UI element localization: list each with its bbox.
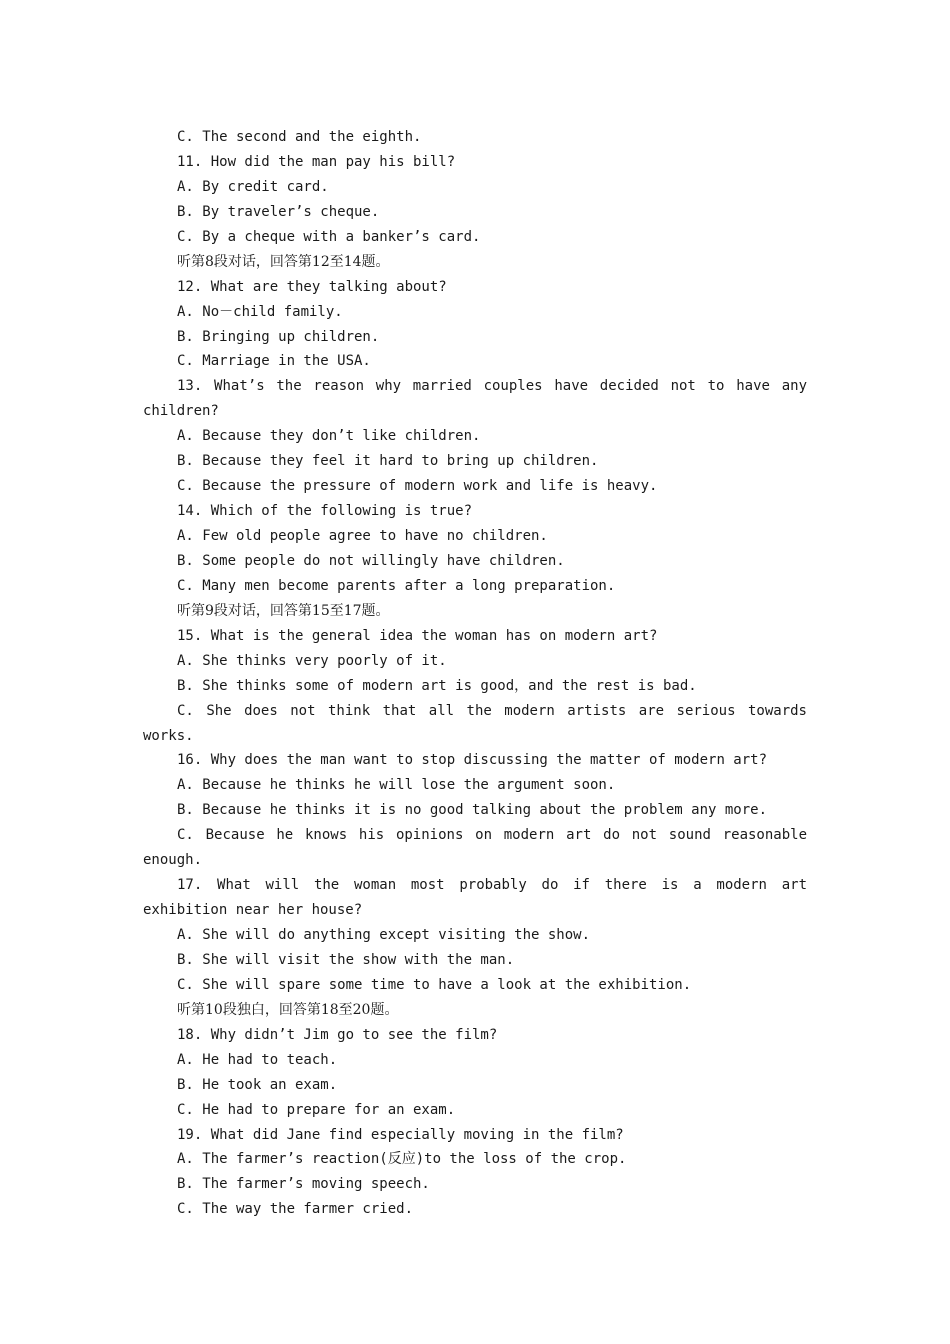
document-body (143, 125, 807, 1222)
text-line: B. Because he thinks it is no good talking about the problem any more. (177, 802, 768, 819)
text-line: enough. (143, 852, 203, 869)
text-line: A. Because he thinks he will lose the argument soon. (177, 777, 616, 794)
text-line: B. Bringing up children. (177, 328, 380, 345)
text-line: 13. What’s the reason why married couples have decided not to have any (177, 378, 807, 395)
section-instruction: 听第10段独白，回答第18至20题。 (177, 1001, 399, 1018)
text-line: A. The farmer’s reaction(反应)to the loss of the crop. (177, 1151, 627, 1168)
text-line: B. Because they feel it hard to bring up children. (177, 453, 599, 470)
text-line: A. Few old people agree to have no children. (177, 528, 548, 544)
text-line: children? (143, 403, 219, 420)
text-line: C. Because the pressure of modern work and life is heavy. (177, 478, 658, 495)
text-line: exhibition near her house? (143, 902, 363, 919)
text-line: C. Marriage in the USA. (177, 353, 371, 370)
text-line: B. By traveler’s cheque. (177, 203, 380, 220)
text-line: B. He took an exam. (177, 1076, 338, 1093)
text-line: B. She will visit the show with the man. (177, 951, 515, 968)
text-line: A. She thinks very poorly of it. (177, 652, 447, 669)
text-line: B. Some people do not willingly have children. (177, 552, 565, 569)
text-line: 19. What did Jane find especially moving in the film? (177, 1126, 624, 1143)
text-line: C. She will spare some time to have a look at the exhibition. (177, 976, 692, 993)
text-line: C. Because he knows his opinions on modern art do not sound reasonable (177, 827, 807, 844)
text-line: C. By a cheque with a banker’s card. (177, 228, 481, 245)
section-instruction: 听第9段对话，回答第15至17题。 (177, 602, 390, 619)
text-line: C. He had to prepare for an exam. (177, 1101, 456, 1118)
text-line: A. She will do anything except visiting the show. (177, 927, 591, 943)
text-line: B. She thinks some of modern art is good，and the rest is bad. (177, 677, 697, 694)
text-line: C. The way the farmer cried. (177, 1201, 414, 1218)
text-line: B. The farmer’s moving speech. (177, 1176, 430, 1193)
text-line: C. She does not think that all the modern artists are serious towards (177, 702, 807, 719)
text-line: A. Because they don’t like children. (177, 428, 481, 445)
text-line: A. No－child family. (177, 303, 343, 320)
text-line: A. By credit card. (177, 178, 329, 195)
text-line: A. He had to teach. (177, 1051, 338, 1068)
text-line: 16. Why does the man want to stop discussing the matter of modern art? (177, 752, 768, 769)
text-line: 14. Which of the following is true? (177, 503, 473, 520)
text-line: 12. What are they talking about? (177, 278, 447, 295)
text-line: 15. What is the general idea the woman has on modern art? (177, 627, 658, 644)
section-instruction: 听第8段对话，回答第12至14题。 (177, 253, 390, 270)
text-line: 17. What will the woman most probably do if there is a modern art (177, 877, 807, 894)
text-line: C. The second and the eighth. (177, 129, 422, 145)
text-line: 18. Why didn’t Jim go to see the film? (177, 1026, 498, 1043)
text-line: works. (143, 727, 194, 744)
text-line: C. Many men become parents after a long preparation. (177, 577, 616, 594)
text-line: 11. How did the man pay his bill? (177, 153, 456, 170)
